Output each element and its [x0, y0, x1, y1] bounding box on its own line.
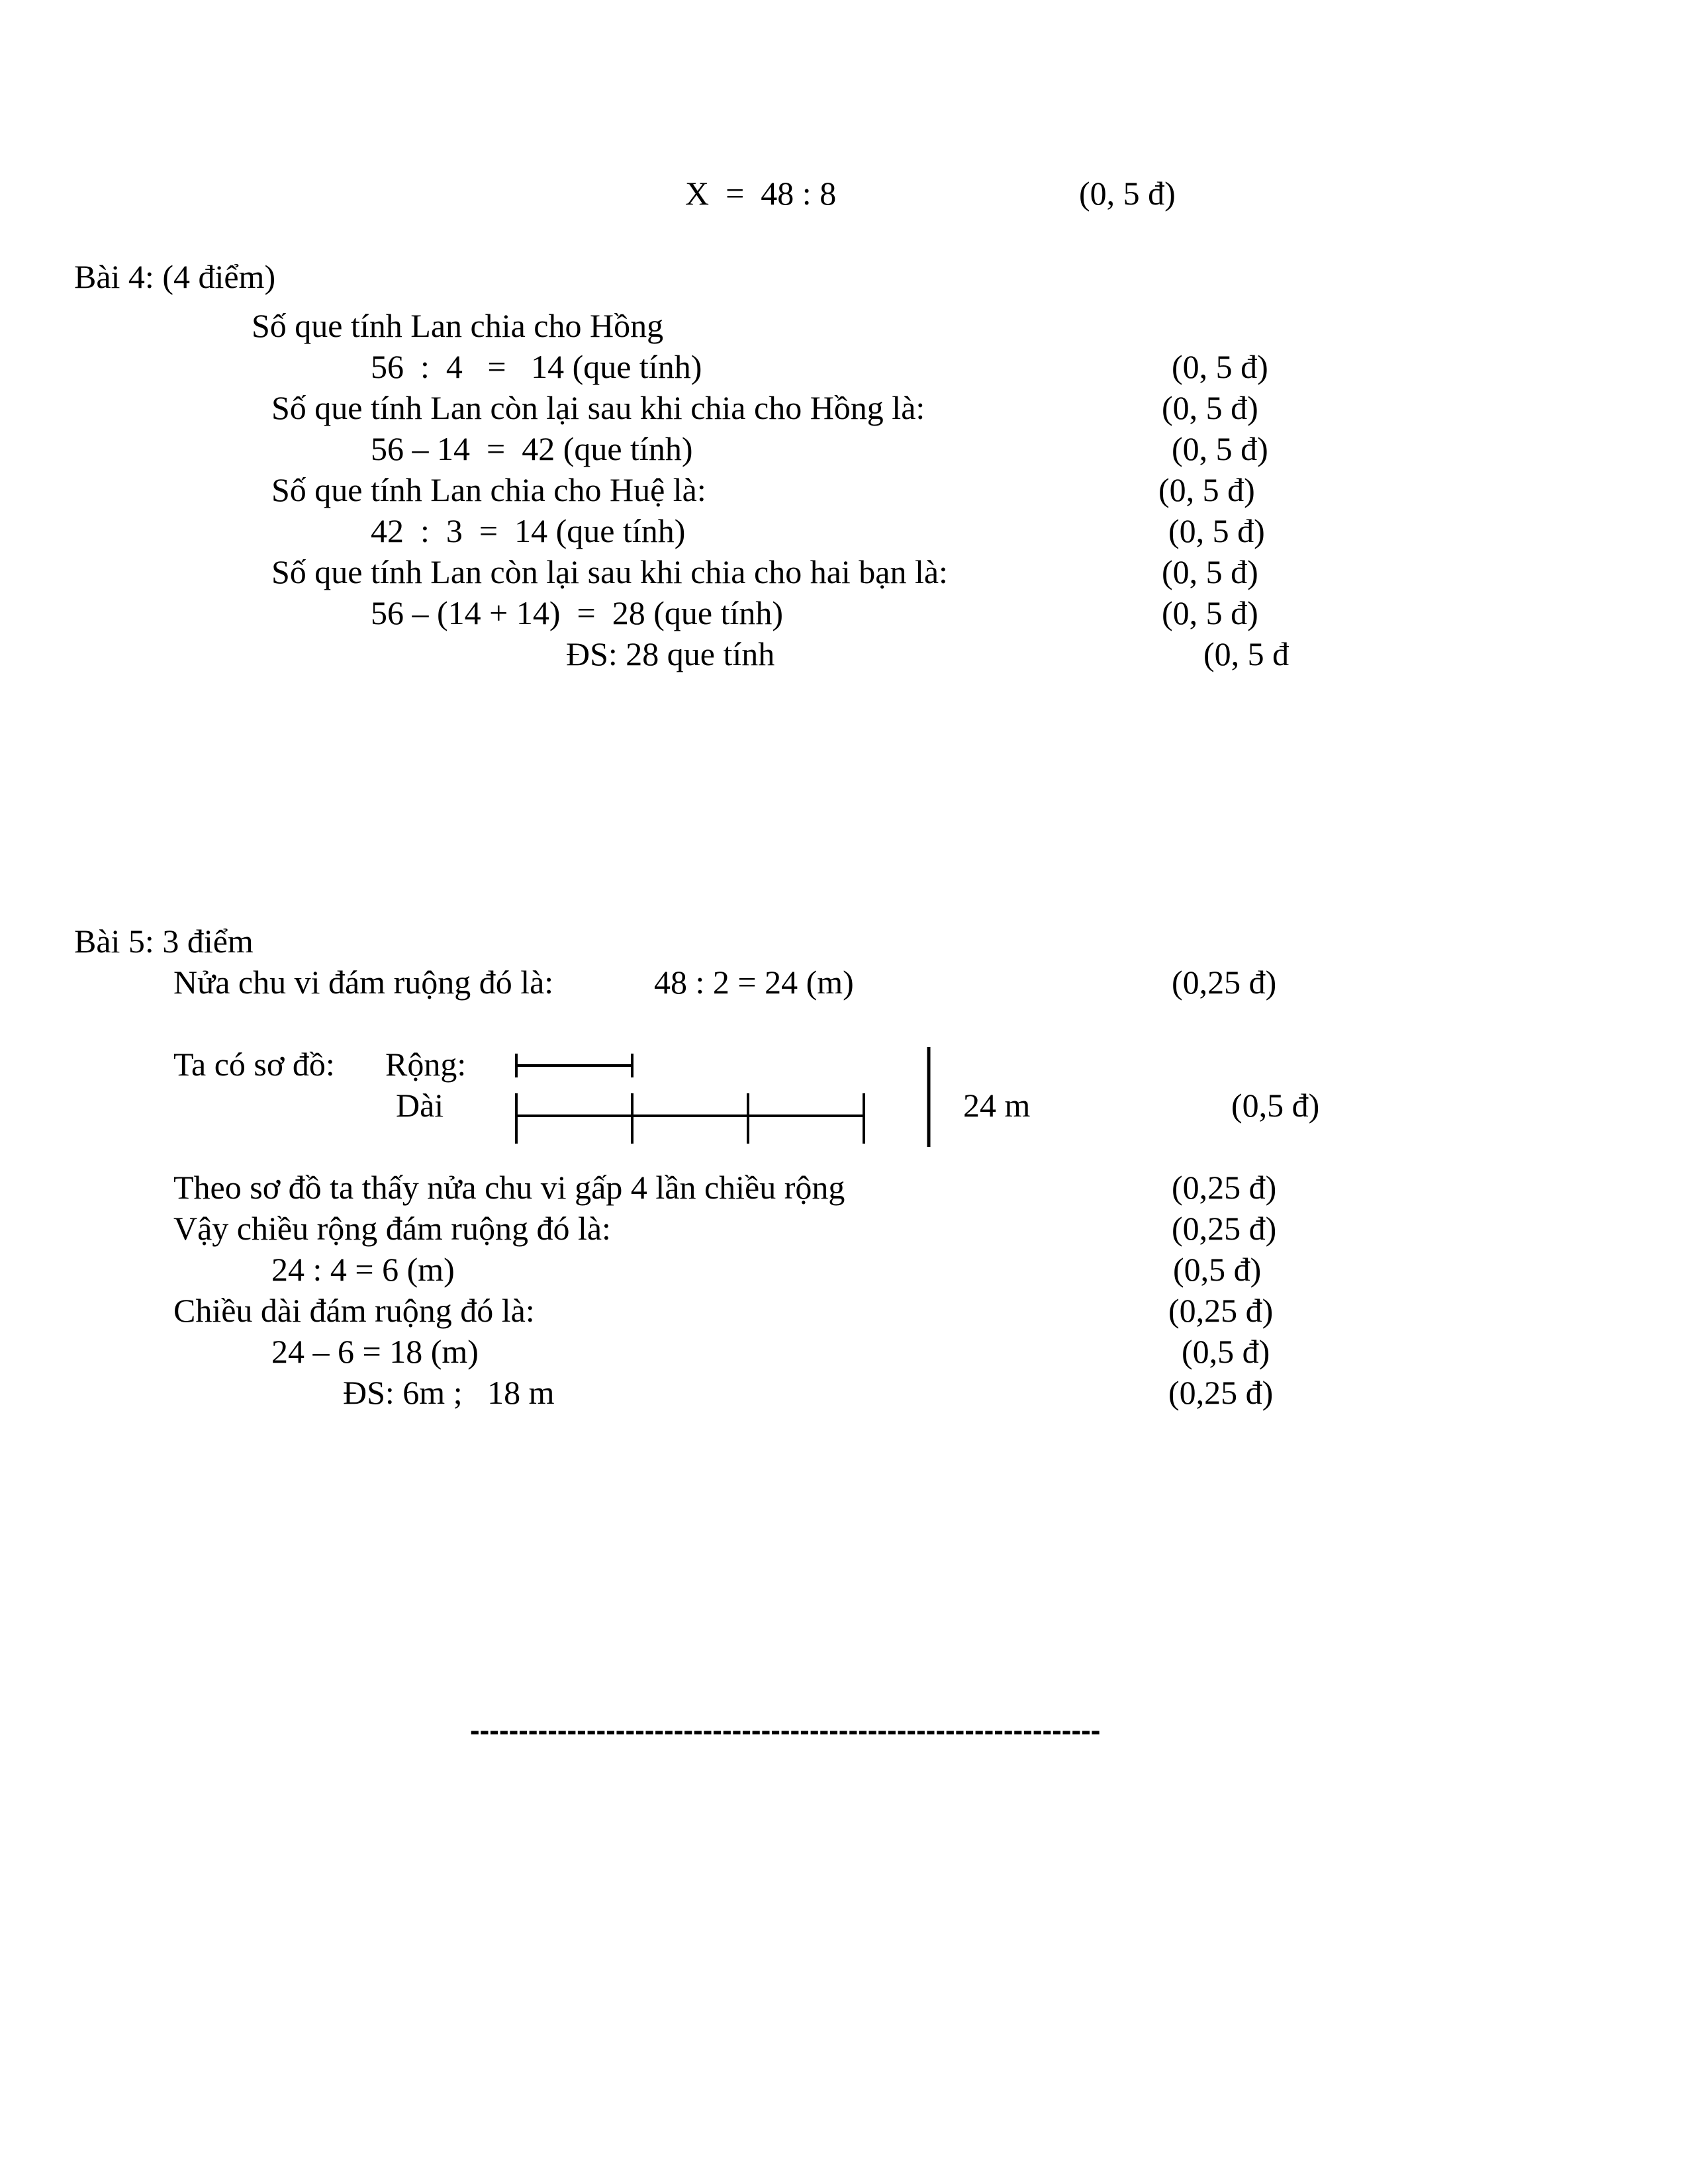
- bai4-score-7: (0, 5 đ): [1162, 553, 1258, 590]
- diagram-total-label: 24 m: [963, 1087, 1031, 1124]
- bai5-line-1: Theo sơ đồ ta thấy nửa chu vi gấp 4 lần chiều rộng: [173, 1169, 845, 1206]
- bai5-heading: Bài 5: 3 điểm: [74, 923, 254, 960]
- bai4-line-3: Số que tính Lan còn lại sau khi chia cho Hồng là:: [271, 389, 925, 426]
- bai4-line-4: 56 – 14 = 42 (que tính): [371, 430, 693, 467]
- bai5-score-3: (0,5 đ): [1173, 1251, 1262, 1288]
- top-equation-score: (0, 5 đ): [1079, 175, 1176, 212]
- bai4-score-5: (0, 5 đ): [1158, 471, 1255, 508]
- bai4-score-8: (0, 5 đ): [1162, 594, 1258, 631]
- bai4-line-2: 56 : 4 = 14 (que tính): [371, 348, 702, 385]
- diagram-width-label: Rộng:: [385, 1046, 467, 1083]
- width-segment: [516, 1054, 632, 1077]
- bai4-line-6: 42 : 3 = 14 (que tính): [371, 512, 686, 549]
- diagram-length-label: Dài: [396, 1087, 444, 1124]
- bai5-score-4: (0,25 đ): [1168, 1292, 1274, 1329]
- bai5-line-4: Chiều dài đám ruộng đó là:: [173, 1292, 535, 1329]
- top-equation: X = 48 : 8: [685, 175, 837, 212]
- bai4-score-4: (0, 5 đ): [1172, 430, 1268, 467]
- bai4-answer: ĐS: 28 que tính: [566, 635, 775, 672]
- bai4-line-1: Số que tính Lan chia cho Hồng: [252, 307, 664, 344]
- bai4-line-7: Số que tính Lan còn lại sau khi chia cho hai bạn là:: [271, 553, 948, 590]
- length-segment: [516, 1093, 864, 1144]
- bai5-score-2: (0,25 đ): [1172, 1210, 1277, 1247]
- diagram-intro: Ta có sơ đồ:: [173, 1046, 335, 1083]
- bai5-answer: ĐS: 6m ; 18 m: [343, 1374, 555, 1411]
- bai4-line-5: Số que tính Lan chia cho Huệ là:: [271, 471, 706, 508]
- diagram-score: (0,5 đ): [1231, 1087, 1320, 1124]
- bai5-line-2: Vậy chiều rộng đám ruộng đó là:: [173, 1210, 611, 1247]
- bai4-answer-score: (0, 5 đ: [1203, 635, 1289, 672]
- bai4-heading: Bài 4: (4 điểm): [74, 258, 276, 295]
- separator-line: -----------------------------------------------------------------: [470, 1714, 1101, 1747]
- bai5-score-5: (0,5 đ): [1182, 1333, 1270, 1370]
- bai4-score-6: (0, 5 đ): [1168, 512, 1265, 549]
- bai5-half-perimeter-score: (0,25 đ): [1172, 964, 1277, 1001]
- bai5-line-5: 24 – 6 = 18 (m): [271, 1333, 479, 1370]
- bai5-half-perimeter-calc: 48 : 2 = 24 (m): [654, 964, 854, 1001]
- bai4-score-2: (0, 5 đ): [1172, 348, 1268, 385]
- bai4-line-8: 56 – (14 + 14) = 28 (que tính): [371, 594, 783, 631]
- bai4-score-3: (0, 5 đ): [1162, 389, 1258, 426]
- bai5-answer-score: (0,25 đ): [1168, 1374, 1274, 1411]
- bai5-half-perimeter-text: Nửa chu vi đám ruộng đó là:: [173, 964, 554, 1001]
- bai5-line-3: 24 : 4 = 6 (m): [271, 1251, 455, 1288]
- bai5-score-1: (0,25 đ): [1172, 1169, 1277, 1206]
